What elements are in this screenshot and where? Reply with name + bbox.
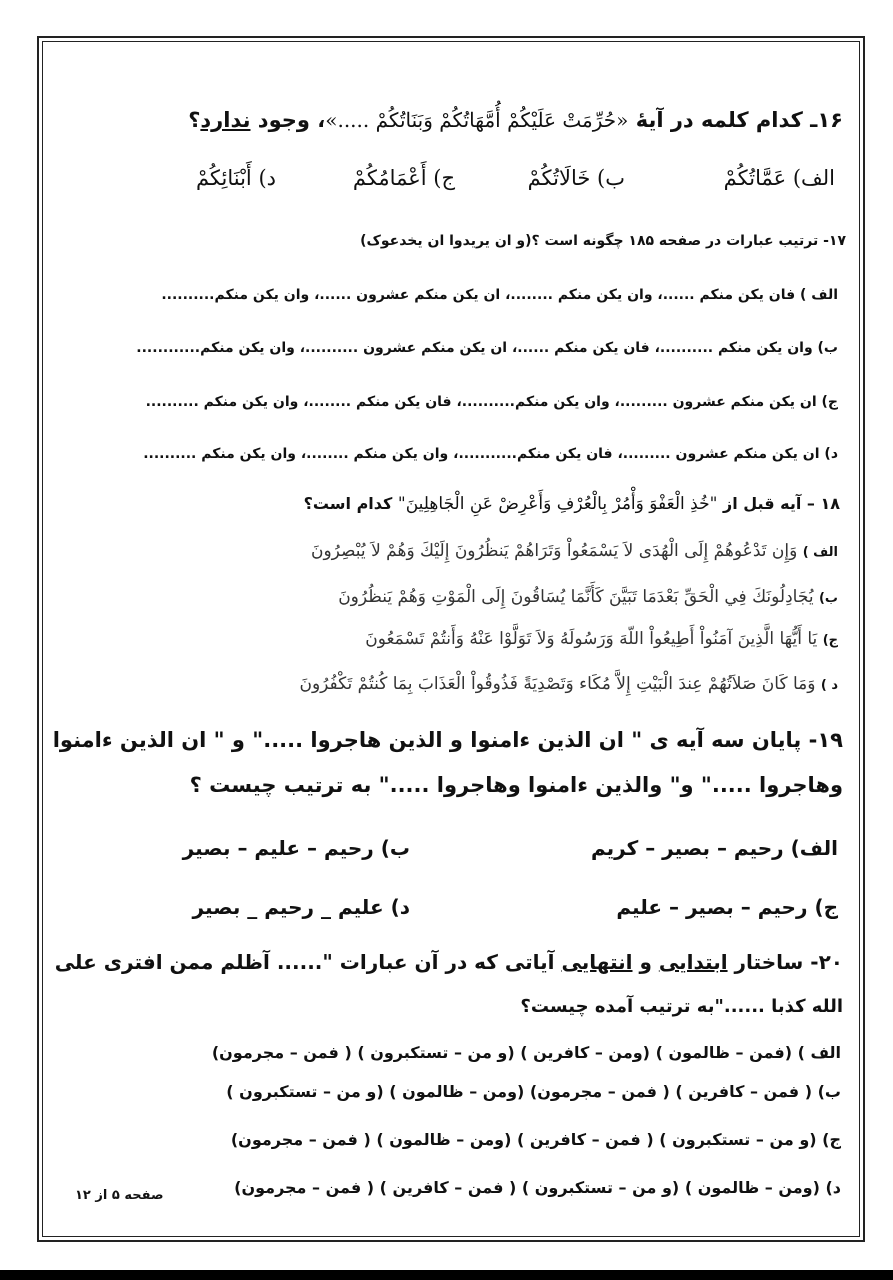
q20-underlined-end: انتهایی xyxy=(561,950,633,974)
q18-option-c-label: ج) xyxy=(822,633,838,648)
q16-number: ۱۶ـ xyxy=(810,108,843,132)
q19-option-a[interactable]: الف) رحیم – بصیر – کریم xyxy=(590,836,838,860)
q16-option-b[interactable]: ب) خَالَاتُكُمْ xyxy=(527,166,625,190)
q16-option-c[interactable]: ج) أَعْمَامُكُمْ xyxy=(352,166,455,190)
q20-number: ۲۰- ساختار xyxy=(734,950,843,974)
question-17-title: ۱۷- ترتیب عبارات در صفحه ۱۸۵ چگونه است ؟(و ان یریدوا ان یخدعوک) xyxy=(360,233,846,249)
q16-underlined-word: ندارد xyxy=(200,108,251,132)
q16-mid: ، وجود xyxy=(257,108,326,132)
q17-option-b[interactable]: ب) وان یکن منکم ..........، فان یکن منکم ......، ان یکن منکم عشرون ..........، وان یکن منکم............ xyxy=(136,340,838,356)
q18-option-c-text: يَا أَيُّهَا الَّذِينَ آمَنُواْ أَطِيعُواْ اللّهَ وَرَسُولَهُ وَلاَ تَوَلَّوْا عَنْهُ وَأَنتُمْ تَسْمَعُونَ xyxy=(365,629,818,649)
question-18-title xyxy=(304,494,840,514)
q17-option-c[interactable]: ج) ان یکن منکم عشرون .........، وان یکن منکم..........، فان یکن منکم ........، وان یکن منکم .......... xyxy=(145,394,838,410)
question-19-line-1: ۱۹- پایان سه آیه ی " ان الذین ءامنوا و الذین هاجروا ....." و " ان الذین ءامنوا xyxy=(52,728,843,752)
question-16-title xyxy=(188,108,843,132)
q20-option-b[interactable]: ب) ( فمن – کافرین ) ( فمن – مجرمون) (ومن – ظالمون ) (و من – تستکبرون ) xyxy=(226,1082,841,1101)
q20-underlined-start: ابتدایی xyxy=(658,950,728,974)
q20-option-c[interactable]: ج) (و من – تستکبرون ) ( فمن – کافرین ) (ومن – ظالمون ) ( فمن – مجرمون) xyxy=(230,1130,841,1149)
question-20-line-1 xyxy=(55,950,843,974)
q18-option-b-text: يُجَادِلُونَكَ فِي الْحَقِّ بَعْدَمَا تَبَيَّنَ كَأَنَّمَا يُسَاقُونَ إِلَى الْمَوْتِ وَهُمْ يَنظُرُونَ xyxy=(338,587,814,607)
q18-option-d[interactable] xyxy=(299,674,838,694)
q18-option-a-label: الف ) xyxy=(802,545,838,560)
q18-suffix: کدام است؟ xyxy=(303,494,393,513)
question-20-line-2: الله کذبا ......"به ترتیب آمده چیست؟ xyxy=(520,996,843,1017)
q20-option-d[interactable]: د) (ومن – ظالمون ) (و من – تستکبرون ) ( فمن – کافرین ) ( فمن – مجرمون) xyxy=(234,1178,841,1197)
q18-option-b-label: ب) xyxy=(818,591,838,606)
q18-option-a[interactable] xyxy=(311,541,838,561)
q16-prefix: کدام کلمه در آیهٔ xyxy=(635,108,803,132)
q16-option-a[interactable]: الف) عَمَّاتُكُمْ xyxy=(723,166,835,190)
q18-option-b[interactable] xyxy=(338,587,838,607)
q17-option-d[interactable]: د) ان یکن منکم عشرون .........، فان یکن منکم...........، وان یکن منکم ........، وان یکن منکم .......... xyxy=(143,446,838,462)
q18-prefix: ۱۸ – آیه قبل از xyxy=(723,494,840,513)
q16-verse: «حُرِّمَتْ عَلَيْكُمْ أُمَّهَاتُكُمْ وَبَنَاتُكُمْ .....» xyxy=(325,108,629,132)
q18-option-d-label: د ) xyxy=(820,678,838,693)
q20-rest: آیاتی که در آن عبارات "...... آظلم ممن افتری علی xyxy=(54,950,555,974)
q18-option-c[interactable] xyxy=(365,629,838,649)
q20-conjunction: و xyxy=(639,950,652,974)
q16-end: ؟ xyxy=(188,108,201,132)
q16-option-d[interactable]: د) أَبْنَائِكُمْ xyxy=(195,166,276,190)
bottom-edge-bar xyxy=(0,1270,893,1280)
question-19-line-2: وهاجروا ....." و" والذین ءامنوا وهاجروا ....." به ترتیب چیست ؟ xyxy=(189,773,843,797)
q20-option-a[interactable]: الف ) (فمن – ظالمون ) (ومن – کافرین ) (و من – تستکبرون ) ( فمن – مجرمون) xyxy=(211,1043,841,1062)
page-number: صفحه ۵ از ۱۲ xyxy=(75,1188,164,1203)
q19-option-c[interactable]: ج) رحیم – بصیر – علیم xyxy=(616,895,838,919)
q18-option-a-text: وَإِن تَدْعُوهُمْ إِلَى الْهُدَى لاَ يَسْمَعُواْ وَتَرَاهُمْ يَنظُرُونَ إِلَيْكَ وَهُمْ لاَ يُبْصِرُونَ xyxy=(310,541,798,561)
q18-verse: "خُذِ الْعَفْوَ وَأْمُرْ بِالْعُرْفِ وَأَعْرِضْ عَنِ الْجَاهِلِينَ" xyxy=(397,494,718,514)
q19-option-d[interactable]: د) علیم _ رحیم _ بصیر xyxy=(192,895,410,919)
q19-option-b[interactable]: ب) رحیم – علیم – بصیر xyxy=(182,836,410,860)
q17-option-a[interactable]: الف ) فان یکن منکم ......، وان یکن منکم ........، ان یکن منکم عشرون ......، وان یکن منکم.......... xyxy=(161,287,838,303)
q18-option-d-text: وَمَا كَانَ صَلاَتُهُمْ عِندَ الْبَيْتِ إِلاَّ مُكَاء وَتَصْدِيَةً فَذُوقُواْ الْعَذَابَ بِمَا كُنتُمْ تَكْفُرُونَ xyxy=(299,674,816,694)
